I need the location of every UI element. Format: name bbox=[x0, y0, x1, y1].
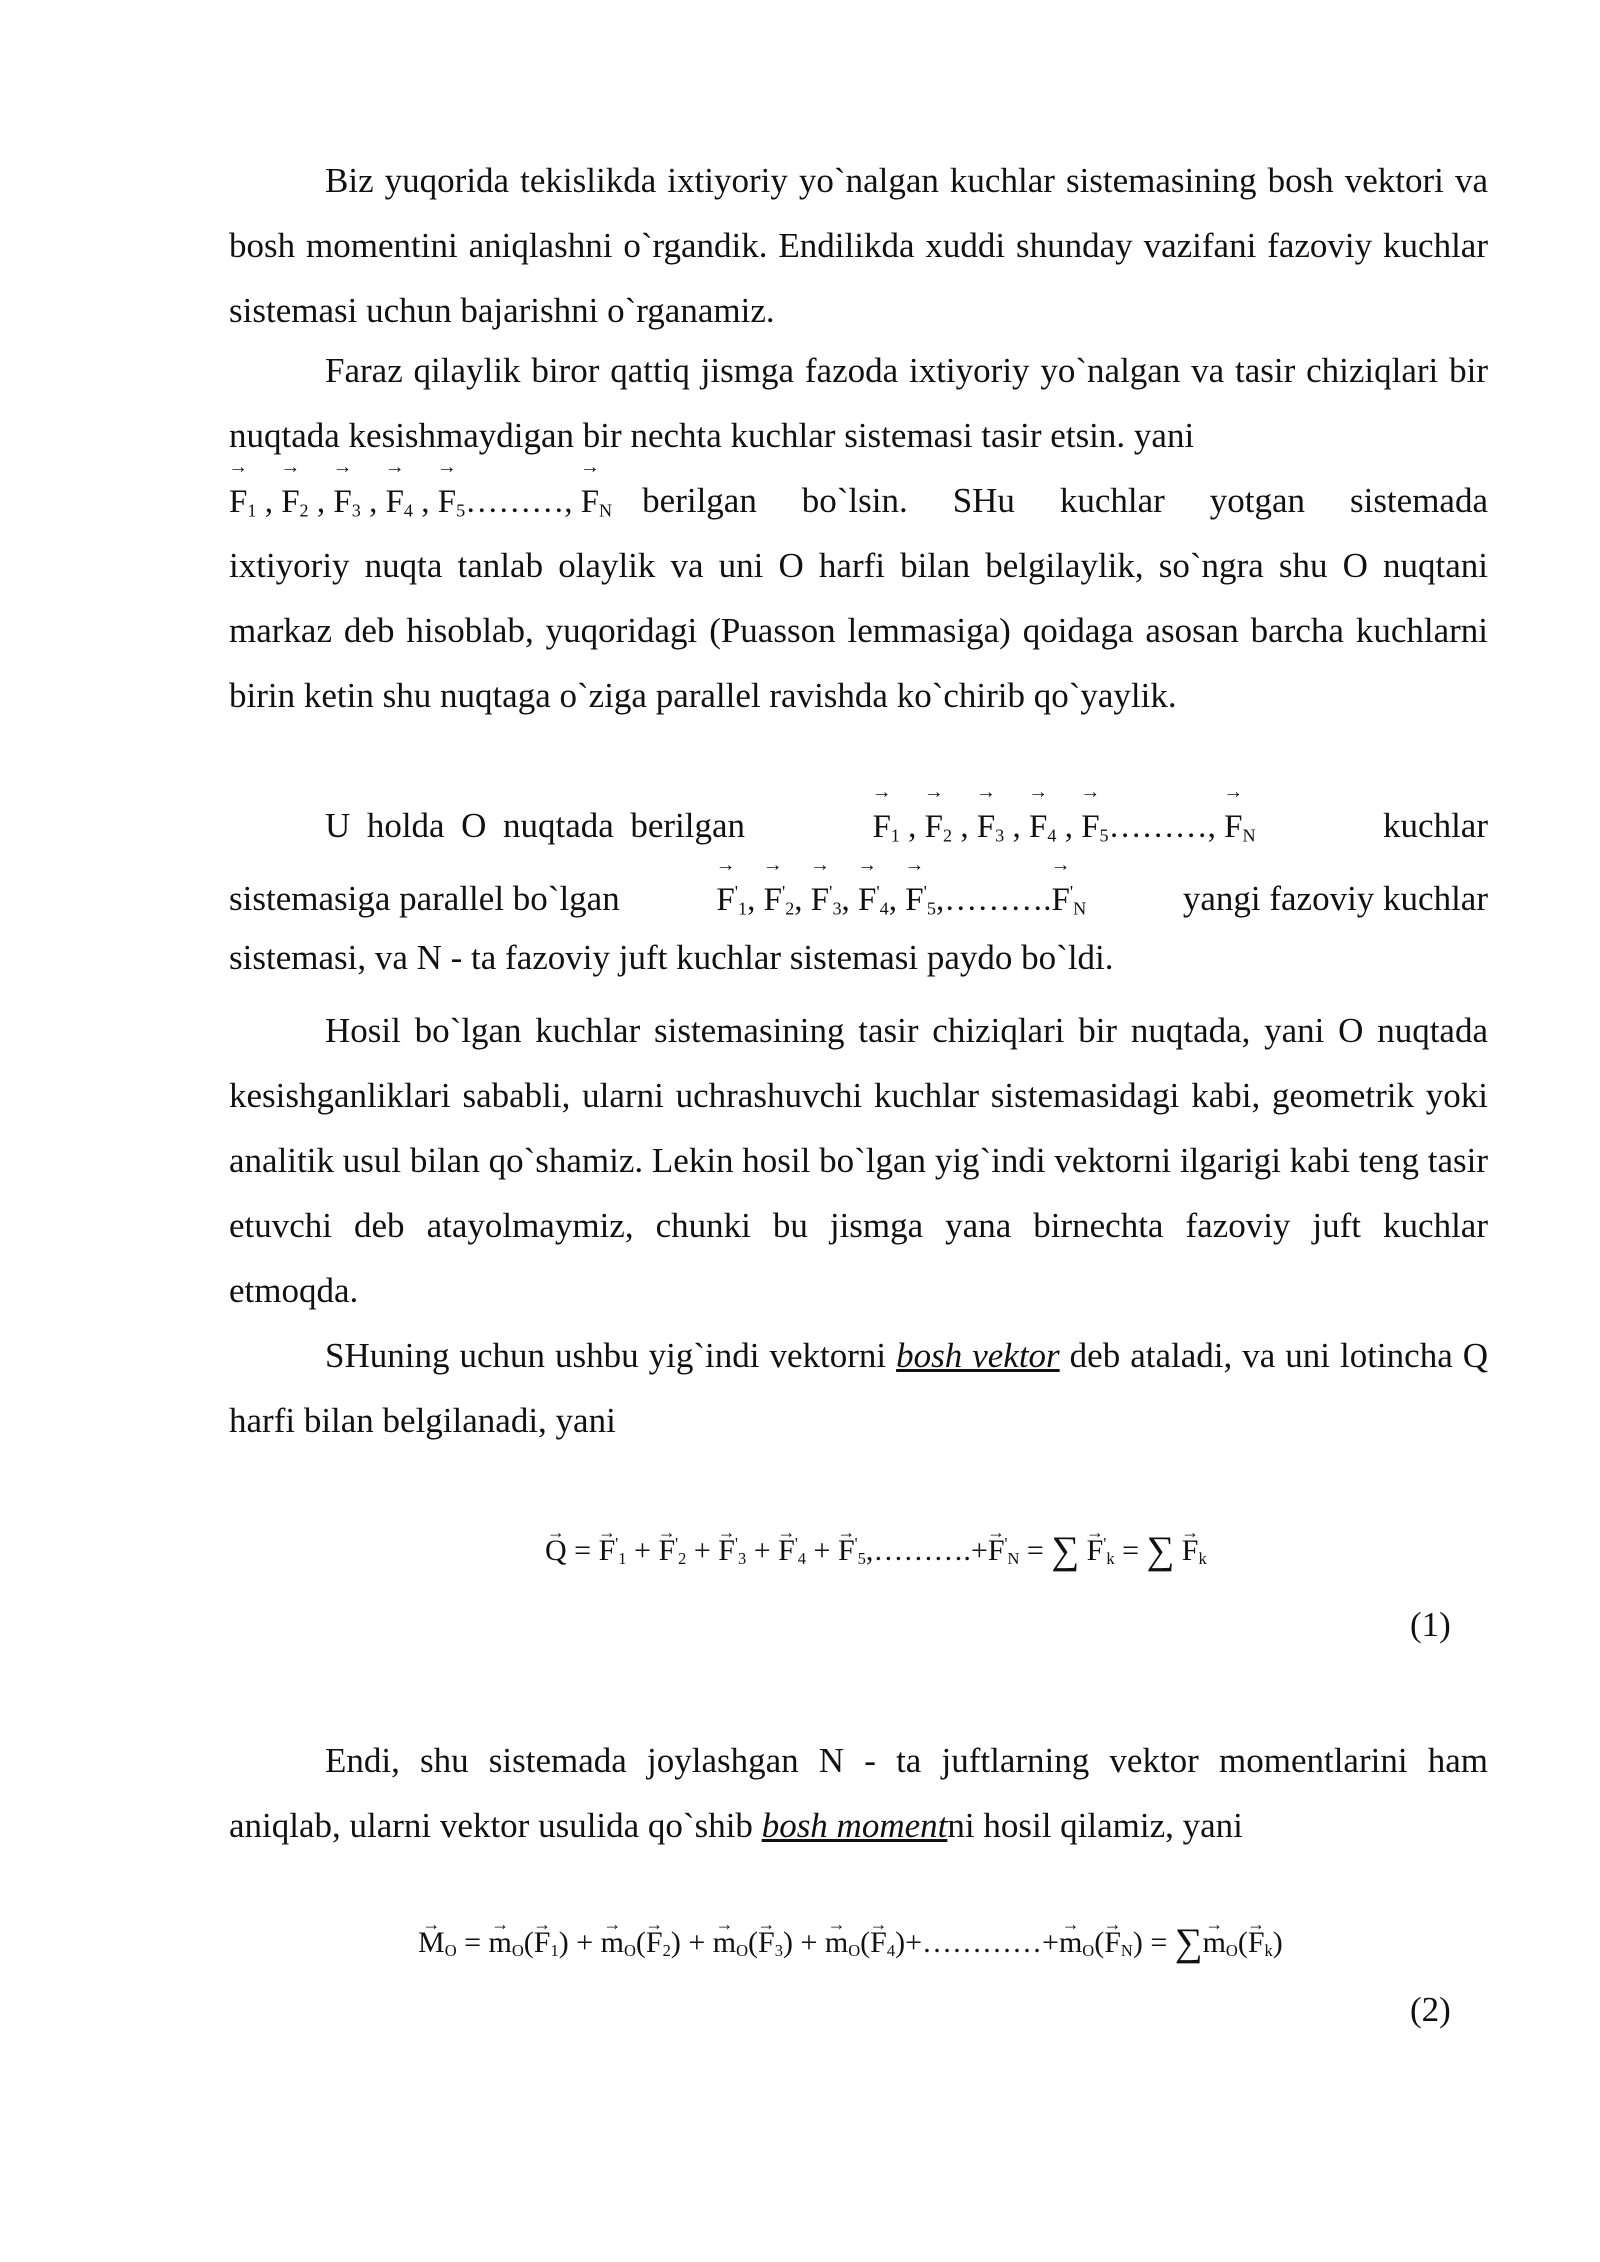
equation-1: → Q = → $F'_1$ + → $F'_2$ + → $F'_3$ + → $F'_4$ + → $F'_5,\dots\dots\dots.+\to F'_N$ = ∑ → $F'_k$ = ∑ → $F_k$ bbox=[545, 1528, 1207, 1573]
equation-1-number: (1) bbox=[1410, 1605, 1451, 1644]
forces-list: → $F_1$ , → $F_2$ , → $F_3$ , → $F_4$ , → $F_5\dots\dots\dots$, → $F_N$ bbox=[229, 470, 612, 544]
dots: ……… bbox=[1108, 809, 1208, 845]
dots: +…………+ bbox=[905, 1925, 1059, 1959]
paragraph-2: Faraz qilaylik biror qattiq jismga fazoda ixtiyoriy yo`nalgan va tasir chiziqlari bir nuqtada kesishmaydigan bir nechta kuchlar sistemasi tasir etsin. yani bbox=[229, 351, 1488, 455]
p3-kuchlar: kuchlar bbox=[1383, 806, 1488, 845]
paragraph-6 bbox=[229, 1728, 1488, 1858]
dots: ………. bbox=[944, 882, 1052, 918]
paragraph-3-line-3: sistemasi, va N - ta fazoviy juft kuchlar sistemasi paydo bo`ldi. bbox=[229, 938, 1114, 977]
forces-line-text bbox=[642, 468, 1488, 533]
paragraph-4: Hosil bo`lgan kuchlar sistemasining tasir chiziqlari bir nuqtada, yani O nuqtada kesishganliklari sababli, ularni uchrashuvchi kuchlar sistemasidagi kabi, geometrik yoki analitik usul bilan qo`shamiz. Lekin hosil bo`lgan yig`indi vektorni ilgarigi kabi teng tasir etuvchi deb atayolmaymiz, chunki bu jismga yana birnechta fazoviy juft kuchlar etmoqda. bbox=[229, 1011, 1488, 1310]
dots: ……… bbox=[465, 484, 565, 520]
dots: ,……….+ bbox=[865, 1533, 988, 1567]
bosh-moment-term: bosh moment bbox=[761, 1806, 948, 1845]
p5-text-b: deb ataladi, va uni lotincha Q harfi bilan belgilanadi, yani bbox=[229, 1336, 1489, 1440]
forces-line-words: berilgan bo`lsin. SHu kuchlar yotgan sistemada bbox=[642, 481, 1488, 520]
bosh-vektor-term: bosh vektor bbox=[896, 1336, 1060, 1375]
p3-line2-end: yangi fazoviy kuchlar bbox=[1182, 879, 1488, 918]
paragraph-2-continued: ixtiyoriy nuqta tanlab olaylik va uni O harfi bilan belgilaylik, so`ngra shu O nuqtani markaz deb hisoblab, yuqoridagi (Puasson lemmasiga) qoidaga asosan barcha kuchlarni birin ketin shu nuqtaga o`ziga parallel ravishda ko`chirib qo`yaylik. bbox=[229, 546, 1488, 715]
p6-text-b: ni hosil qilamiz, yani bbox=[947, 1806, 1243, 1845]
forces-list-2: → $F_1$ , → $F_2$ , → $F_3$ , → $F_4$ , → $F_5\dots\dots\dots$, → $F_N$ bbox=[872, 795, 1255, 869]
equation-2-number: (2) bbox=[1410, 1990, 1451, 2029]
forces-prime-list: → $F'_1$, → $F'_2$, → $F'_3$, → $F'_4$, → $F'_5,\dots\dots\dots.\to F'_N$ bbox=[716, 860, 1086, 942]
p6-text-a: Endi, shu sistemada joylashgan N - ta juftlarning vektor momentlarini ham aniqlab, ularni vektor usulida qo`shib bbox=[229, 1741, 1488, 1845]
equation-2: → $M_O$ = → $m_O(\to F_1)$ + → $m_O(\to F_2)$ + → $m_O(\to F_3)$ + → $m_O(\to$ $F_4)+\dots\dots\dots\dots+\to m_O(\to F_N)$ = ∑→ $m_O(\to F_k)$ bbox=[418, 1920, 1283, 1965]
p5-text-a: SHuning uchun ushbu yig`indi vektorni bbox=[325, 1336, 887, 1375]
p3-start: U holda O nuqtada berilgan bbox=[325, 806, 745, 845]
paragraph-5 bbox=[229, 1323, 1488, 1453]
p3-line2-start: sistemasiga parallel bo`lgan bbox=[229, 879, 620, 918]
paragraph-1: Biz yuqorida tekislikda ixtiyoriy yo`nalgan kuchlar sistemasining bosh vektori va bosh momentini aniqlashni o`rgandik. Endilikda xuddi shunday vazifani fazoviy kuchlar sistemasi uchun bajarishni o`rganamiz. bbox=[229, 161, 1488, 330]
